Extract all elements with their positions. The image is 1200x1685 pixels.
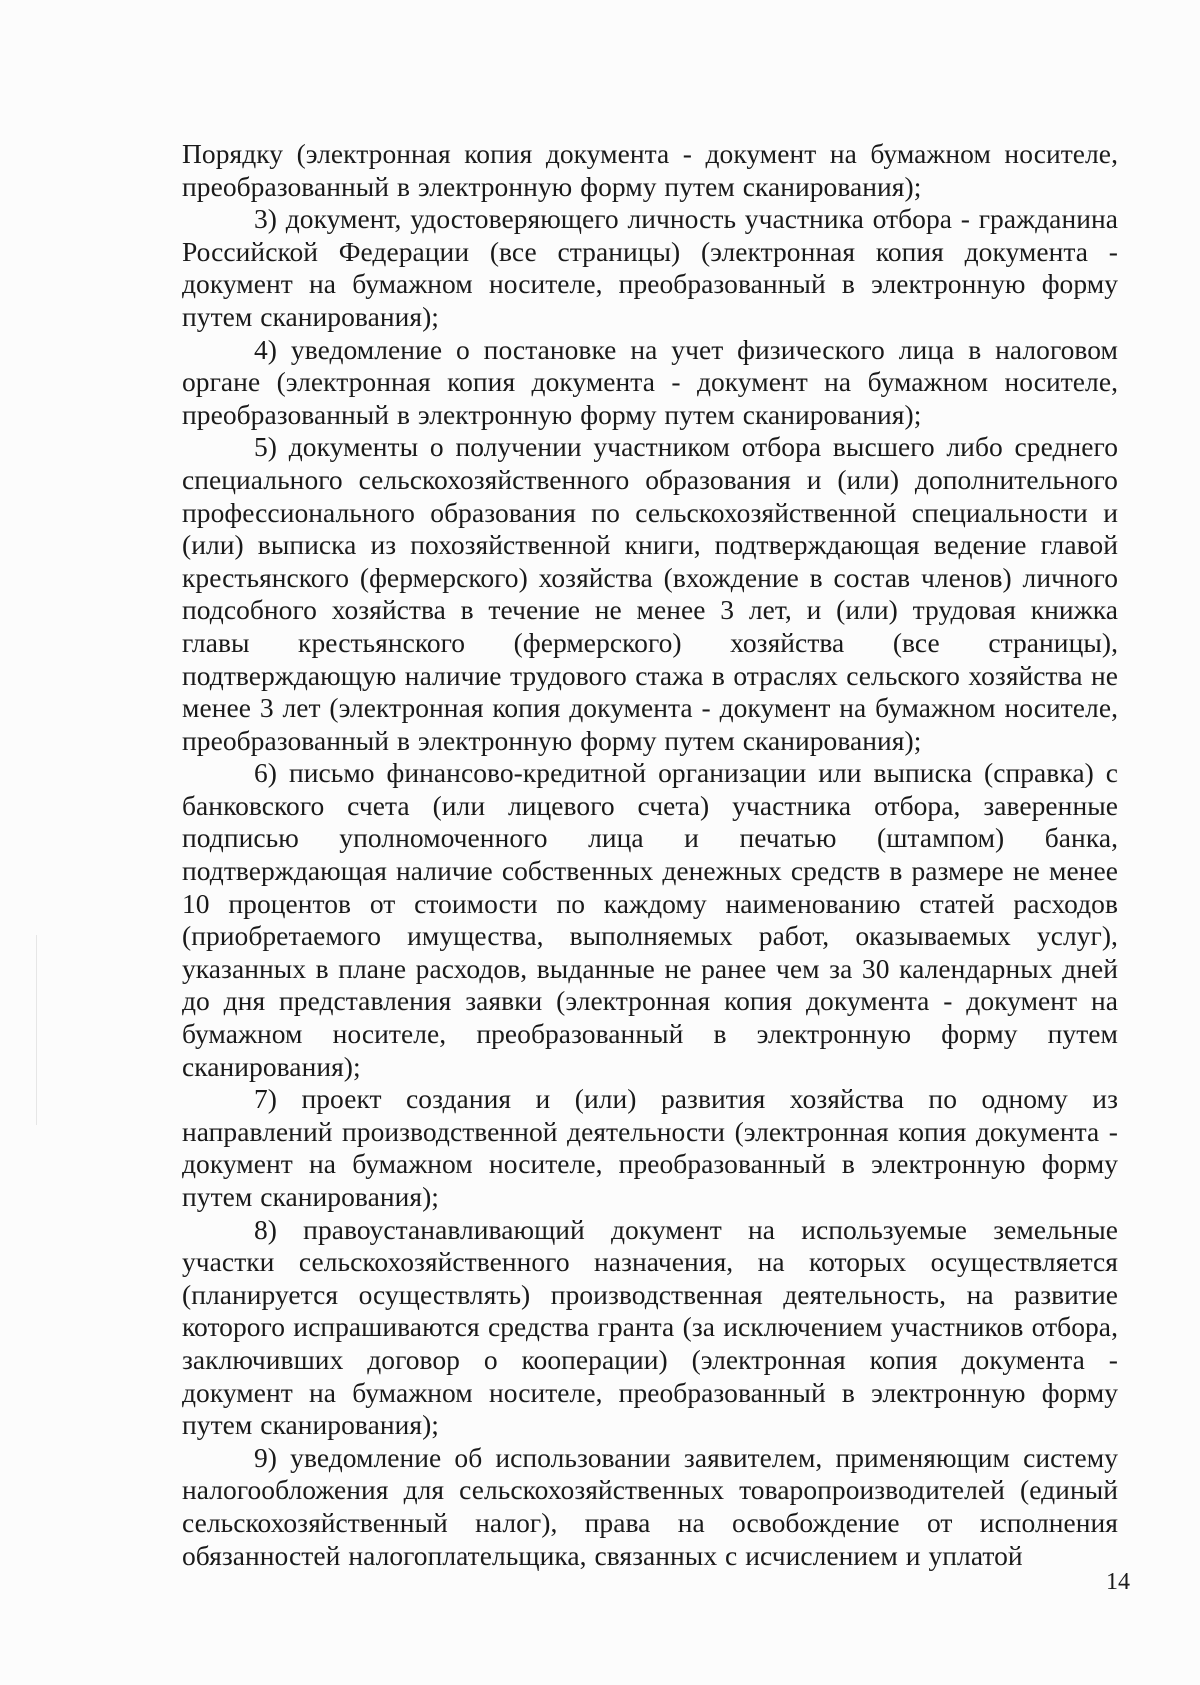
paragraph-item-6: 6) письмо финансово-кредитной организации или выписка (справка) с банковского счета (или лицевого счета) участника отбора, заверенные подписью уполномоченного лица и печатью (штампом) банка, подтверждающая наличие собственных денежных средств в размере не менее 10 процентов от стоимости по каждому наименованию статей расходов (приобретаемого имущества, выполняемых работ, оказываемых услуг), указанных в плане расходов, выданные не ранее чем за 30 календарных дней до дня представления заявки (электронная копия документа - документ на бумажном носителе, преобразованный в электронную форму путем сканирования); (182, 757, 1118, 1082)
scan-margin-mark (36, 935, 37, 1125)
paragraph-item-9: 9) уведомление об использовании заявителем, применяющим систему налогообложения для сельскохозяйственных товаропроизводителей (единый сельскохозяйственный налог), права на освобождение от исполнения обязанностей налогоплательщика, связанных с исчислением и уплатой (182, 1441, 1118, 1571)
paragraph-item-3: 3) документ, удостоверяющего личность участника отбора - гражданина Российской Федерации (все страницы) (электронная копия документа - документ на бумажном носителе, преобразованный в электронную форму путем сканирования); (182, 203, 1118, 332)
document-body (182, 138, 1118, 1572)
paragraph-item-7: 7) проект создания и (или) развития хозяйства по одному из направлений производственной деятельности (электронная копия документа - документ на бумажном носителе, преобразованный в электронную форму путем сканирования); (182, 1083, 1118, 1212)
page-number: 14 (1106, 1569, 1130, 1595)
paragraph-item-8: 8) правоустанавливающий документ на используемые земельные участки сельскохозяйственного назначения, на которых осуществляется (планируется осуществлять) производственная деятельность, на развитие которого испрашиваются средства гранта (за исключением участников отбора, заключивших договор о кооперации) (электронная копия документа - документ на бумажном носителе, преобразованный в электронную форму путем сканирования); (182, 1213, 1118, 1441)
paragraph-continuation: Порядку (электронная копия документа - документ на бумажном носителе, преобразованный в электронную форму путем сканирования); (182, 138, 1118, 202)
paragraph-item-5: 5) документы о получении участником отбора высшего либо среднего специального сельскохозяйственного образования и (или) дополнительного профессионального образования по сельскохозяйственной специальности и (или) выписка из похозяйственной книги, подтверждающая ведение главой крестьянского (фермерского) хозяйства (вхождение в состав членов) личного подсобного хозяйства в течение не менее 3 лет, и (или) трудовая книжка главы крестьянского (фермерского) хозяйства (все страницы), подтверждающую наличие трудового стажа в отраслях сельского хозяйства не менее 3 лет (электронная копия документа - документ на бумажном носителе, преобразованный в электронную форму путем сканирования); (182, 431, 1118, 756)
paragraph-item-4: 4) уведомление о постановке на учет физического лица в налоговом органе (электронная копия документа - документ на бумажном носителе, преобразованный в электронную форму путем сканирования); (182, 333, 1118, 430)
